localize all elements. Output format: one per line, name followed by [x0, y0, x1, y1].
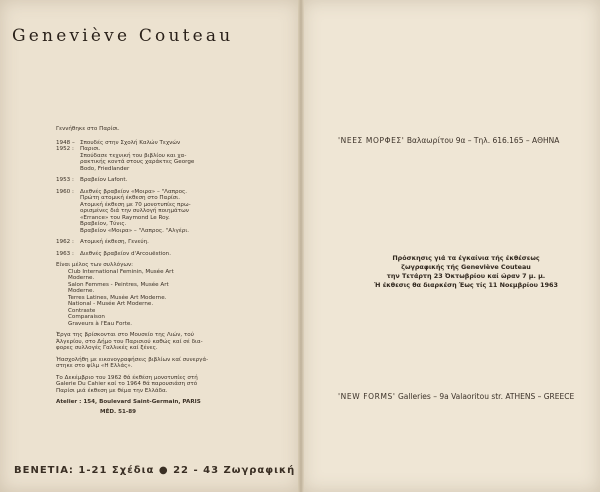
page-fold: [298, 0, 304, 492]
atelier-address: Atelier : 154, Boulevard Saint-Germain, PARIS: [56, 399, 201, 405]
bio-line: Βραβείον «Μοιρα» – "Λαπρος. "Αλγέρι.: [80, 227, 189, 234]
right-page: [302, 0, 600, 492]
english-gallery-line: [338, 392, 574, 401]
paragraph-line: φορες συλλογές Γαλλικές καί ξένες.: [56, 345, 158, 351]
invitation-line: ζωγραφικής τής Geneviève Couteau: [401, 263, 531, 271]
paragraph-line: Άλγερίου, στο Δήμο του Παρισιού καθώς καί σέ δια-: [56, 338, 203, 345]
club-line: Comparaison: [68, 314, 105, 320]
bio-line: Βραβείον, Τύνις.: [80, 221, 127, 227]
club-line: Graveurs à l'Eau Forte.: [68, 320, 133, 327]
bio-entry: [56, 177, 292, 184]
club-line: Terres Latines, Musée Art Moderne.: [68, 294, 167, 301]
greek-gallery-address: Βαλαωρίτου 9α – Τηλ. 616.165 – ΑΘΗΝΑ: [406, 136, 560, 145]
paragraph-line: Galerie Du Cahier καί το 1964 θά παρουσιάση στό: [56, 381, 198, 387]
bio-line: ρακτικής κοντά στους χαράκτες George: [80, 159, 195, 165]
bio-line: Διεθνές βραβείον d'Arcouëstion.: [80, 250, 171, 257]
bio-line: Πρώτη ατομική έκθεση στο Παρίσι.: [80, 195, 180, 201]
bio-year: 1962 :: [56, 239, 74, 245]
bio-line: ορισμένες διά την συλλογή ποιημάτων: [80, 208, 189, 214]
invitation-line: Ή έκθεσις θα διαρκέση Έως τίς 11 Νοεμβρίου 1963: [374, 281, 558, 289]
biography: [56, 126, 292, 415]
invitation-line: Πρόσκησις γιά τα έγκαίνια τής έκθέσεως: [392, 254, 540, 262]
english-gallery-address: Galleries – 9a Valaoritou str. ATHENS – GREECE: [397, 392, 575, 401]
membership-intro: Είναι μέλος των συλλόγων:: [56, 262, 134, 268]
bio-line: Σπουδές στην Σχολή Καλών Τεχνών: [80, 139, 181, 146]
paragraph-line: Έργα της βρίσκονται στο Μουσείο της Λιών, τού: [56, 332, 194, 338]
club-line: Moderne.: [68, 275, 95, 281]
paragraph-line: Παρίσι μιά έκθεση με θέμα την Ελλάδα.: [56, 387, 168, 394]
bio-year: 1948 – 1952 :: [56, 139, 75, 152]
bio-line: «Errance» του Raymond Le Roy.: [80, 214, 170, 221]
works-summary: ΒΕΝΕΤΙΑ: 1-21 Σχέδια ● 22 - 43 Ζωγραφική: [14, 465, 296, 476]
english-gallery-name: 'NEW FORMS': [338, 392, 396, 401]
club-line: Club International Feminin, Musée Art: [68, 268, 174, 275]
club-line: Contraste: [68, 307, 96, 314]
collections-paragraph: [56, 332, 292, 352]
invitation-line: την Τετάρτη 23 Όκτωβρίου καί ώραν 7 μ. μ.: [386, 272, 546, 280]
bio-line: Παρισι.: [80, 146, 101, 152]
paragraph-line: Ήασχολήθη με εικονογραφήσεις βιβλίων καί συνεργά-: [56, 356, 209, 363]
bio-line: Ατομική έκθεση, Γενεύη.: [80, 239, 149, 245]
invitation-text: [352, 254, 580, 290]
bio-year: 1963 :: [56, 250, 74, 257]
bio-line: Διεθνές βραβείον «Μοιρα» – "Λαπρος.: [80, 188, 188, 195]
bio-entry: [56, 189, 292, 235]
bio-entry: [56, 140, 292, 173]
artist-name-title: Geneviève Couteau: [12, 26, 234, 46]
club-list: [56, 269, 292, 328]
birth-line: Γεννήθηκε στο Παρίσι.: [56, 126, 120, 132]
bio-year: 1960 :: [56, 188, 74, 195]
future-exhibit-paragraph: [56, 375, 292, 395]
atelier-phone: [56, 409, 292, 416]
club-line: National - Musée Art Moderne.: [68, 301, 154, 307]
bio-entry: [56, 239, 292, 246]
club-line: Moderne.: [68, 288, 95, 294]
med-number: MÉD. 51-89: [100, 408, 136, 415]
club-line: Salon Femmes - Peintres, Musée Art: [68, 281, 169, 288]
paragraph-line: Το Δεκέμβριο του 1962 θά έκθέση μονοτυπίες στή: [56, 374, 198, 381]
bio-entry: [56, 251, 292, 258]
greek-gallery-line: [338, 136, 559, 145]
bio-year: 1953 :: [56, 177, 74, 183]
illustration-paragraph: [56, 357, 292, 370]
paragraph-line: στηκε στο φίλμ «Η Ελλάς».: [56, 363, 133, 369]
bio-line: Βραβείον Lafont.: [80, 177, 128, 183]
bio-line: Ατομική έκθεση με 70 μονοτυπίες πρω-: [80, 201, 191, 208]
bio-line: Bodo, Friedlander: [80, 165, 130, 172]
bio-line: Σπούδασε τεχνική του βιβλίου και χα-: [80, 152, 187, 159]
greek-gallery-name: 'ΝΕΕΣ ΜΟΡΦΕΣ': [338, 136, 405, 145]
